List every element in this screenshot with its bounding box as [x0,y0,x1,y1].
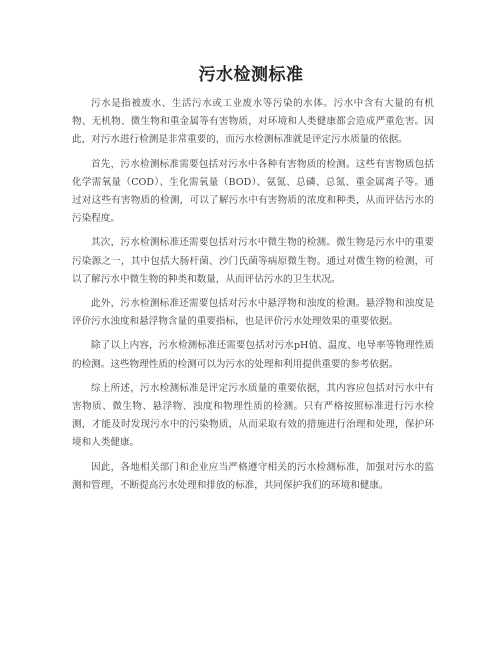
paragraph-suspended-solids: 此外，污水检测标准还需要包括对污水中悬浮物和浊度的检测。悬浮物和浊度是评价污水浊度和悬浮物含量的重要指标，也是评价污水处理效果的重要依据。 [72,298,434,328]
document-body [72,95,434,501]
document-title: 污水检测标准 [198,65,304,85]
paragraph-summary: 综上所述，污水检测标准是评定污水质量的重要依据，其内容应包括对污水中有害物质、微生物、悬浮物、浊度和物理性质的检测。只有严格按照标准进行污水检测，才能及时发现污水中的污染物质，从而采取有效的措施进行治理和处理，保护环境和人类健康。 [72,382,434,449]
paragraph-microorganisms: 其次，污水检测标准还需要包括对污水中微生物的检测。微生物是污水中的重要污染源之一，其中包括大肠杆菌、沙门氏菌等病原微生物。通过对微生物的检测，可以了解污水中微生物的种类和数量，从而评估污水的卫生状况。 [72,237,434,285]
paragraph-harmful-substances: 首先，污水检测标准需要包括对污水中各种有害物质的检测。这些有害物质包括化学需氧量（COD）、生化需氧量（BOD）、氨氮、总磷、总氮、重金属离子等。通过对这些有害物质的检测，可以了解污水中有害物质的浓度和种类，从而评估污水的污染程度。 [72,158,434,225]
paragraph-intro: 污水是指被废水、生活污水或工业废水等污染的水体。污水中含有大量的有机物、无机物、微生物和重金属等有害物质，对环境和人类健康都会造成严重危害。因此，对污水进行检测是非常重要的，而污水检测标准就是评定污水质量的依据。 [72,98,434,146]
paragraph-conclusion: 因此，各地相关部门和企业应当严格遵守相关的污水检测标准，加强对污水的监测和管理，不断提高污水处理和排放的标准，共同保护我们的环境和健康。 [72,461,434,491]
paragraph-physical-properties: 除了以上内容，污水检测标准还需要包括对污水pH值、温度、电导率等物理性质的检测。这些物理性质的检测可以为污水的处理和利用提供重要的参考依据。 [72,340,434,370]
